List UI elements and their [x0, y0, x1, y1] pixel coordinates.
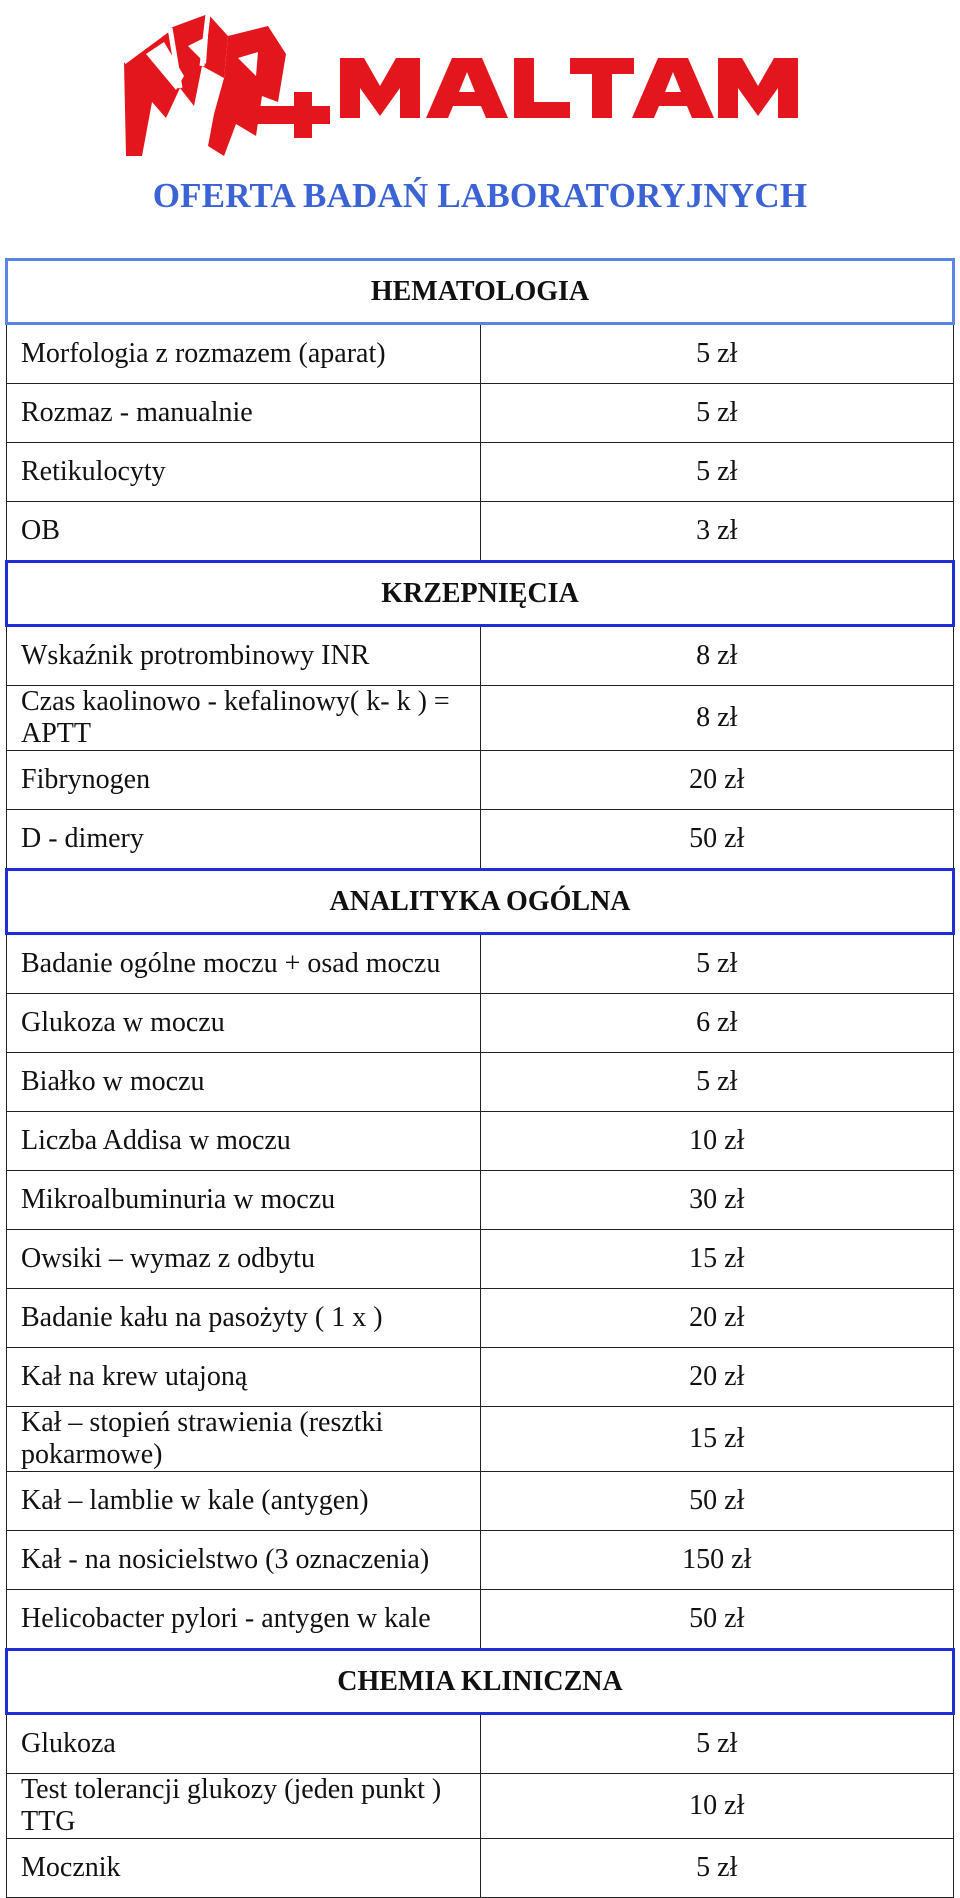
test-price: 20 zł [480, 1289, 954, 1348]
test-price: 5 zł [480, 934, 954, 994]
price-table-body [7, 260, 954, 1898]
test-name: Wskaźnik protrombinowy INR [7, 626, 481, 686]
table-row [7, 751, 954, 810]
table-row [7, 1112, 954, 1171]
section-heading: HEMATOLOGIA [7, 260, 954, 324]
test-price: 150 zł [480, 1531, 954, 1590]
test-name: Mocznik [7, 1839, 481, 1898]
test-name: Badanie kału na pasożyty ( 1 x ) [7, 1289, 481, 1348]
table-row [7, 1774, 954, 1839]
test-name: Owsiki – wymaz z odbytu [7, 1230, 481, 1289]
table-row [7, 1839, 954, 1898]
table-row [7, 324, 954, 384]
test-price: 10 zł [480, 1112, 954, 1171]
test-price: 20 zł [480, 751, 954, 810]
table-row [7, 384, 954, 443]
test-name: Fibrynogen [7, 751, 481, 810]
test-name: OB [7, 502, 481, 562]
table-row [7, 443, 954, 502]
section-heading: KRZEPNIĘCIA [7, 562, 954, 626]
table-row [7, 1289, 954, 1348]
test-name: Badanie ogólne moczu + osad moczu [7, 934, 481, 994]
test-name: Helicobacter pylori - antygen w kale [7, 1590, 481, 1650]
table-row [7, 810, 954, 870]
test-name: Kał na krew utajoną [7, 1348, 481, 1407]
section-header-row [7, 260, 954, 324]
test-name: Glukoza w moczu [7, 994, 481, 1053]
test-price: 5 zł [480, 1839, 954, 1898]
test-price: 6 zł [480, 994, 954, 1053]
table-row [7, 1053, 954, 1112]
test-name: Rozmaz - manualnie [7, 384, 481, 443]
table-row [7, 1171, 954, 1230]
test-price: 5 zł [480, 443, 954, 502]
table-row [7, 994, 954, 1053]
table-row [7, 1407, 954, 1472]
section-heading: CHEMIA KLINICZNA [7, 1650, 954, 1714]
test-name: Kał - na nosicielstwo (3 oznaczenia) [7, 1531, 481, 1590]
section-header-row [7, 562, 954, 626]
test-price: 10 zł [480, 1774, 954, 1839]
table-row [7, 1714, 954, 1774]
test-price: 20 zł [480, 1348, 954, 1407]
test-price: 50 zł [480, 810, 954, 870]
test-name: Test tolerancji glukozy (jeden punkt ) TTG [7, 1774, 481, 1839]
test-price: 3 zł [480, 502, 954, 562]
table-row [7, 1590, 954, 1650]
section-header-row [7, 1650, 954, 1714]
test-price: 8 zł [480, 626, 954, 686]
table-row [7, 502, 954, 562]
section-heading: ANALITYKA OGÓLNA [7, 870, 954, 934]
test-price: 15 zł [480, 1407, 954, 1472]
maltamed-emblem-icon [124, 14, 330, 156]
test-price: 15 zł [480, 1230, 954, 1289]
test-price: 50 zł [480, 1472, 954, 1531]
table-row [7, 1531, 954, 1590]
price-table [5, 258, 955, 1898]
test-name: Białko w moczu [7, 1053, 481, 1112]
test-name: Morfologia z rozmazem (aparat) [7, 324, 481, 384]
table-row [7, 1472, 954, 1531]
test-price: 5 zł [480, 384, 954, 443]
table-row [7, 686, 954, 751]
test-name: Liczba Addisa w moczu [7, 1112, 481, 1171]
test-name: Kał – stopień strawienia (resztki pokarmowe) [7, 1407, 481, 1472]
test-price: 5 zł [480, 1053, 954, 1112]
test-name: Retikulocyty [7, 443, 481, 502]
test-price: 50 zł [480, 1590, 954, 1650]
maltamed-logo [118, 6, 818, 168]
test-name: D - dimery [7, 810, 481, 870]
maltamed-wordmark [340, 58, 798, 118]
table-row [7, 1348, 954, 1407]
test-price: 5 zł [480, 1714, 954, 1774]
test-name: Glukoza [7, 1714, 481, 1774]
table-row [7, 626, 954, 686]
table-row [7, 1230, 954, 1289]
test-price: 8 zł [480, 686, 954, 751]
section-header-row [7, 870, 954, 934]
test-name: Kał – lamblie w kale (antygen) [7, 1472, 481, 1531]
test-name: Czas kaolinowo - kefalinowy( k- k ) = APTT [7, 686, 481, 751]
page-title: OFERTA BADAŃ LABORATORYJNYCH [152, 176, 808, 215]
table-row [7, 934, 954, 994]
test-name: Mikroalbuminuria w moczu [7, 1171, 481, 1230]
test-price: 5 zł [480, 324, 954, 384]
test-price: 30 zł [480, 1171, 954, 1230]
